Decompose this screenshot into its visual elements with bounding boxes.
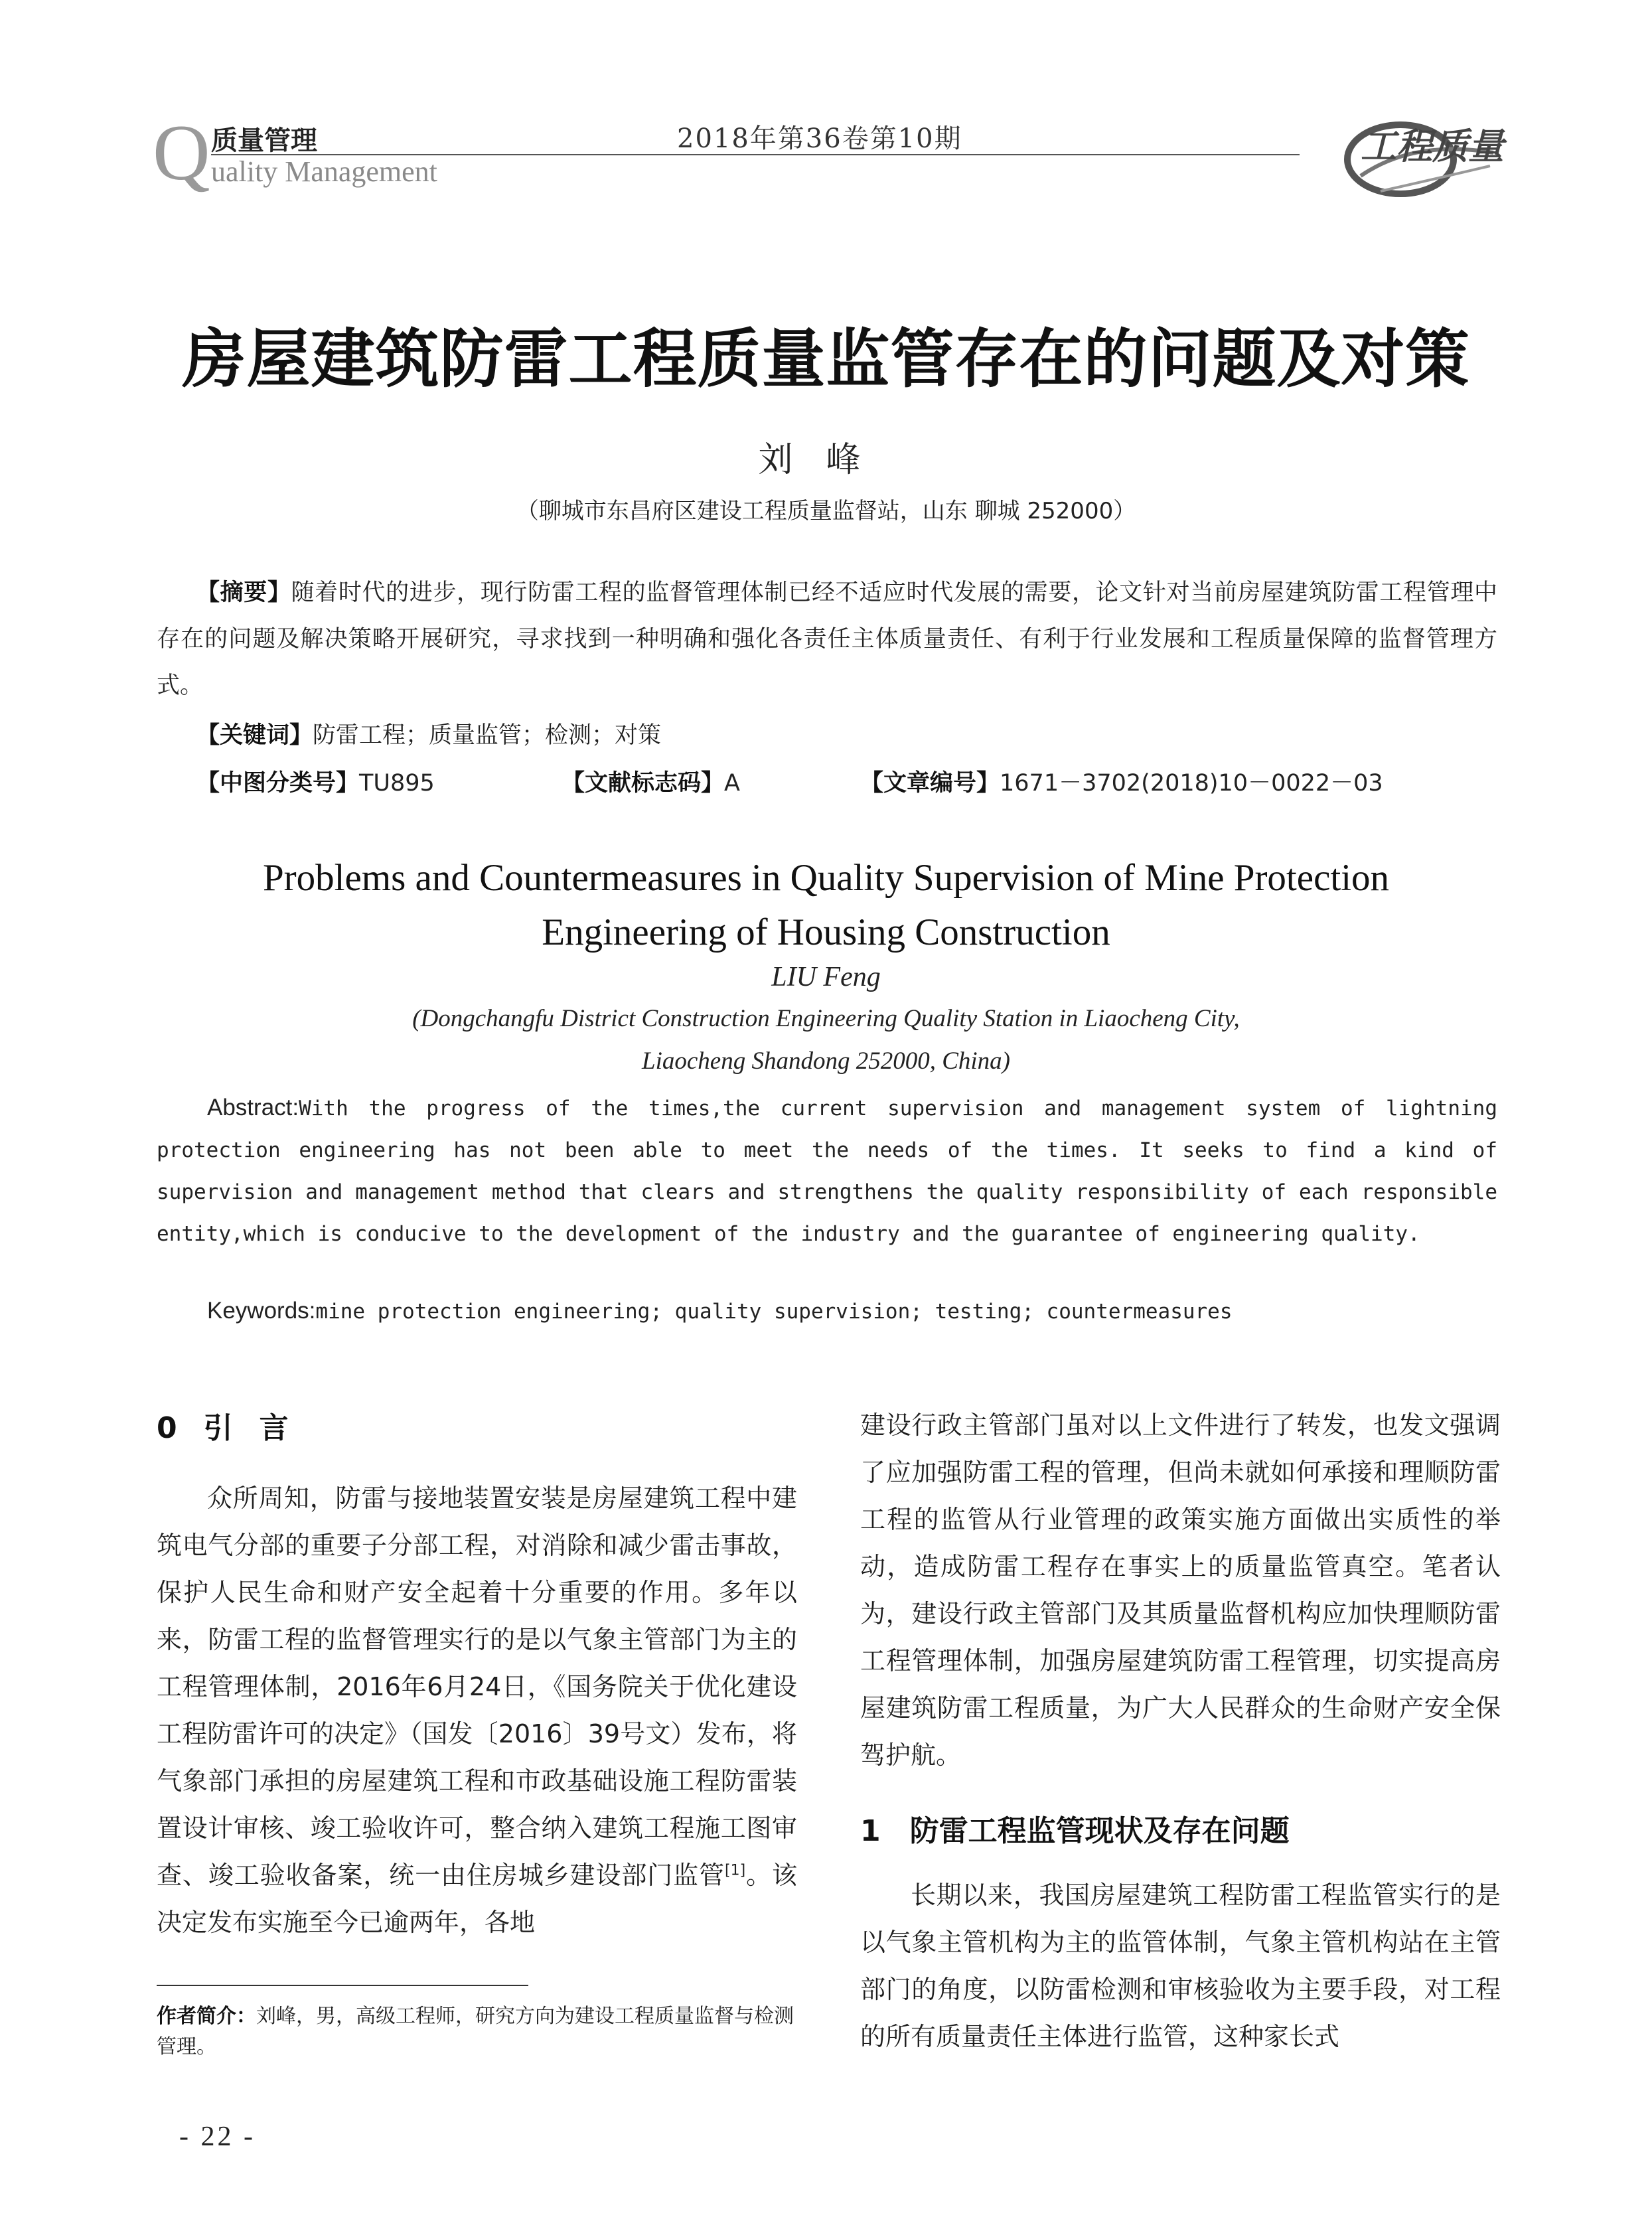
section-1-number: 1 [860,1814,881,1848]
section-0-heading [157,1404,315,1446]
article-title-cn: 房屋建筑防雷工程质量监管存在的问题及对策 [182,322,1470,396]
page-number: - 22 - [179,2121,256,2152]
keywords-cn [196,717,661,750]
footnote-text: 刘峰，男，高级工程师，研究方向为建设工程质量监督与检测管理。 [157,2005,794,2058]
clc-value: TU895 [359,770,435,797]
brand-name: 工程质量 [1361,125,1504,167]
article-number-label: 【文章编号】 [860,770,1000,797]
journal-name-en: uality Management [211,155,437,188]
abstract-en-text: With the progress of the times,the current supervision and management system of lightning protection engineering has not been able to meet the needs of the times. It seeks to find a kind of supervision and management method that clears and strengthens the quality responsibility of each responsible entity,which is conducive to the development of the industry and the guarantee of engineering quality. [157,1097,1497,1246]
abstract-en [157,1087,1497,1255]
reference-marker: [1] [724,1862,746,1879]
document-code [562,765,740,798]
keywords-en-text: mine protection engineering; quality supervision; testing; countermeasures [315,1300,1233,1324]
affiliation-en-line-1: (Dongchangfu District Construction Engineering Quality Station in Liaocheng City, [412,1005,1240,1032]
section-1-heading [860,1807,1290,1849]
journal-name-cn: 质量管理 [211,125,317,156]
section-0-title: 引言 [203,1411,315,1445]
author-name-en: LIU Feng [771,962,881,992]
journal-q-logo: Q [153,108,210,196]
footnote-rule [157,1985,528,1986]
keywords-en [207,1298,1233,1324]
body-column-left [157,1475,797,1946]
affiliation-cn: （聊城市东昌府区建设工程质量监督站，山东 聊城 252000） [516,498,1136,524]
section-0-number: 0 [157,1411,177,1445]
abstract-cn [157,570,1497,709]
body-column-right [860,1402,1501,1779]
section-0-text-end: 。该决定发布实施至今已逾两年，各地 [157,1861,797,1937]
affiliation-en-line-2: Liaocheng Shandong 252000, China) [642,1047,1010,1075]
article-title-en [0,851,1652,960]
section-1-title: 防雷工程监管现状及存在问题 [909,1814,1290,1848]
title-en-line-2: Engineering of Housing Construction [542,911,1110,953]
keywords-en-label: Keywords: [207,1298,316,1324]
document-code-value: A [724,770,740,797]
issue-info: 2018年第36卷第10期 [677,123,962,154]
keywords-cn-label: 【关键词】 [196,722,313,749]
section-0-paragraph [157,1475,797,1946]
section-0-text: 众所周知，防雷与接地装置安装是房屋建筑工程中建筑电气分部的重要子分部工程，对消除和减少雷击事故，保护人民生命和财产安全起着十分重要的作用。多年以来，防雷工程的监督管理实行的是以气象主管部门为主的工程管理体制，2016年6月24日，《国务院关于优化建设工程防雷许可的决定》（国发〔2016〕39号文）发布，将气象部门承担的房屋建筑工程和市政基础设施工程防雷装置设计审核、竣工验收许可，整合纳入建筑工程施工图审查、竣工验收备案，统一由住房城乡建设部门监管 [157,1484,797,1890]
clc-label: 【中图分类号】 [196,770,360,797]
document-code-label: 【文献标志码】 [562,770,725,797]
abstract-cn-text: 随着时代的进步，现行防雷工程的监督管理体制已经不适应时代发展的需要，论文针对当前房屋建筑防雷工程管理中存在的问题及解决策略开展研究，寻求找到一种明确和强化各责任主体质量责任、有利于行业发展和工程质量保障的监督管理方式。 [157,579,1497,699]
footnote-label: 作者简介： [157,2005,256,2028]
abstract-cn-label: 【摘要】 [196,579,291,606]
keywords-cn-text: 防雷工程；质量监管；检测；对策 [313,722,662,749]
section-1-body [860,1872,1501,2060]
author-name-cn: 刘峰 [758,440,894,480]
section-0-paragraph-cont: 建设行政主管部门虽对以上文件进行了转发，也发文强调了应加强防雷工程的管理，但尚未就如何承接和理顺防雷工程的监管从行业管理的政策实施方面做出实质性的举动，造成防雷工程存在事实上的质量监管真空。笔者认为，建设行政主管部门及其质量监督机构应加快理顺防雷工程管理体制，加强房屋建筑防雷工程管理，切实提高房屋建筑防雷工程质量，为广大人民群众的生命财产安全保驾护航。 [860,1411,1501,1770]
title-en-line-1: Problems and Countermeasures in Quality Supervision of Mine Protection [262,857,1390,899]
article-number-value: 1671－3702(2018)10－0022－03 [1000,770,1383,797]
clc-number [196,765,435,798]
article-number [860,765,1383,798]
author-footnote [157,2001,797,2062]
abstract-en-label: Abstract: [207,1095,299,1120]
section-1-paragraph: 长期以来，我国房屋建筑工程防雷工程监管实行的是以气象主管机构为主的监管体制，气象主管机构站在主管部门的角度，以防雷检测和审核验收为主要手段，对工程的所有质量责任主体进行监管，这种家长式 [860,1881,1501,2051]
